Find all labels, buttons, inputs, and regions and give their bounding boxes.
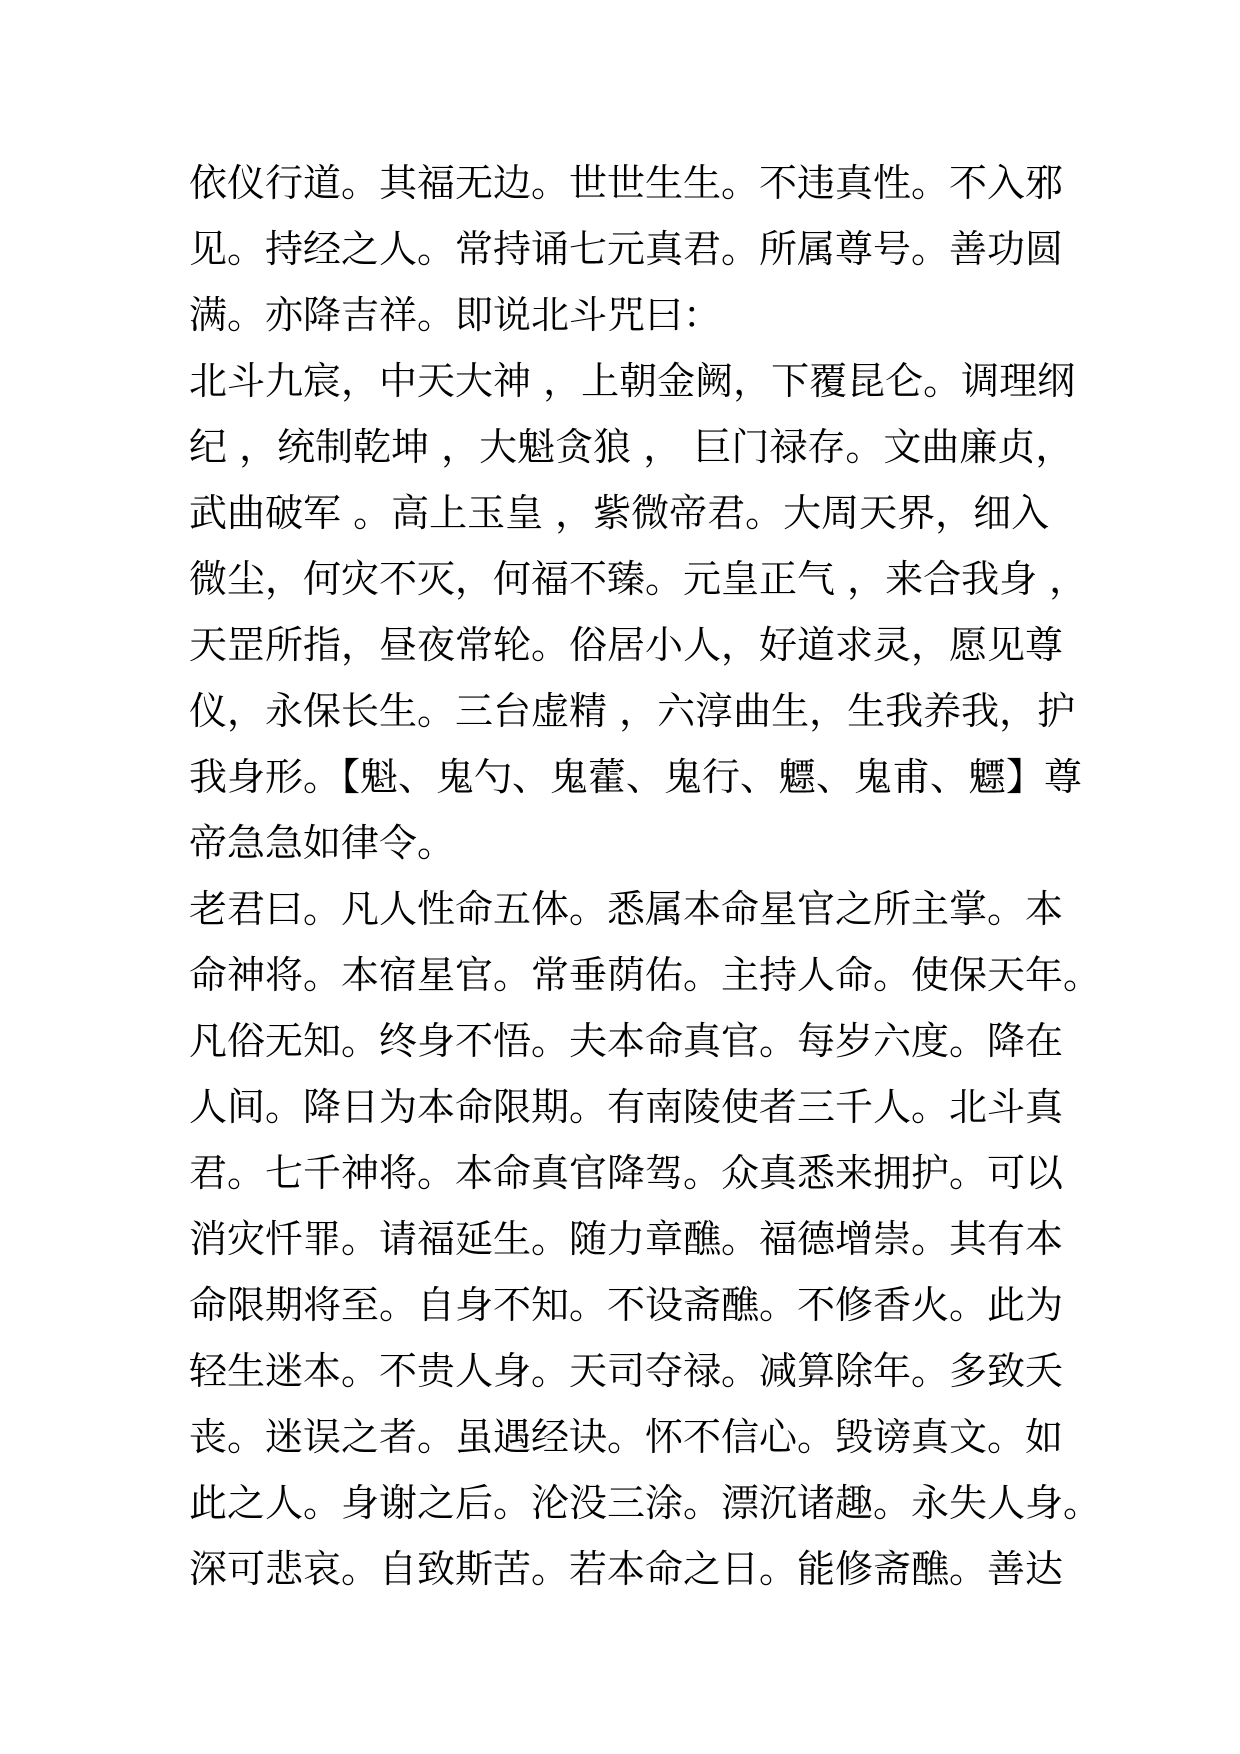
- text-line: 见。持经之人。常持诵七元真君。所属尊号。善功圆: [189, 227, 1064, 271]
- text-line: 满。亦降吉祥。即说北斗咒曰：: [189, 293, 722, 337]
- text-line: 命限期将至。自身不知。不设斋醮。不修香火。此为: [189, 1283, 1064, 1327]
- text-line: 纪 ，统制乾坤 ，大魁贪狼 ， 巨门禄存。文曲廉贞，: [189, 425, 1074, 469]
- text-line: 深可悲哀。自致斯苦。若本命之日。能修斋醮。善达: [189, 1547, 1064, 1591]
- text-line: 命神将。本宿星官。常垂荫佑。主持人命。使保天年。: [189, 953, 1102, 997]
- text-line: 帝急急如律令。: [189, 821, 456, 865]
- text-line: 我身形。【魁、鬼勺、鬼藿、鬼行、魒、鬼甫、魒】尊: [189, 755, 1083, 799]
- paragraph-1: [189, 150, 1064, 348]
- text-line: 天罡所指，昼夜常轮。俗居小人，好道求灵，愿见尊: [189, 623, 1064, 667]
- text-line: 依仪行道。其福无边。世世生生。不违真性。不入邪: [189, 161, 1064, 205]
- paragraph-3: [189, 876, 1102, 1602]
- text-line: 北斗九宸，中天大神 ，上朝金阙，下覆昆仑。调理纲: [189, 359, 1076, 403]
- document-body: [189, 150, 1102, 1602]
- text-line: 消灾忏罪。请福延生。随力章醮。福德增崇。其有本: [189, 1217, 1064, 1261]
- paragraph-2: [189, 348, 1088, 876]
- text-line: 老君曰。凡人性命五体。悉属本命星官之所主掌。本: [189, 887, 1064, 931]
- text-line: 丧。迷误之者。虽遇经诀。怀不信心。毁谤真文。如: [189, 1415, 1064, 1459]
- text-line: 人间。降日为本命限期。有南陵使者三千人。北斗真: [189, 1085, 1064, 1129]
- text-line: 仪，永保长生。三台虚精 ，六淳曲生，生我养我，护: [189, 689, 1076, 733]
- text-line: 微尘，何灾不灭，何福不臻。元皇正气 ，来合我身 ，: [189, 557, 1088, 601]
- text-line: 此之人。身谢之后。沦没三涂。漂沉诸趣。永失人身。: [189, 1481, 1102, 1525]
- text-line: 凡俗无知。终身不悟。夫本命真官。每岁六度。降在: [189, 1019, 1064, 1063]
- text-line: 轻生迷本。不贵人身。天司夺禄。减算除年。多致夭: [189, 1349, 1064, 1393]
- text-line: 武曲破军 。高上玉皇 ，紫微帝君。大周天界，细入: [189, 491, 1050, 535]
- text-line: 君。七千神将。本命真官降驾。众真悉来拥护。可以: [189, 1151, 1064, 1195]
